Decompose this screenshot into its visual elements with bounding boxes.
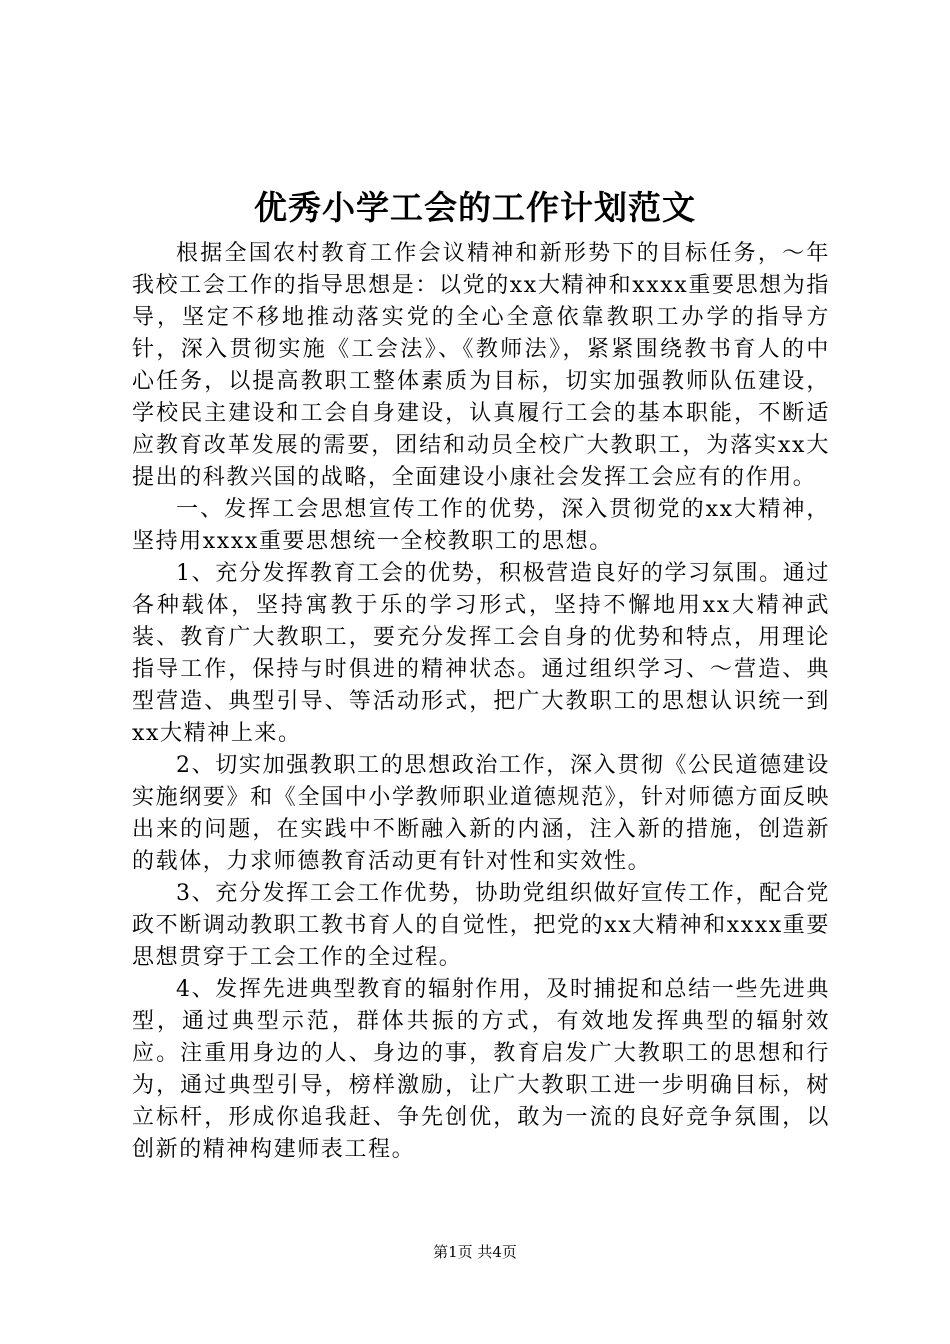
paragraph-section-1-heading: 一、发挥工会思想宣传工作的优势，深入贯彻党的xx大精神，坚持用xxxx重要思想统一全校教职工的思想。 <box>132 497 830 554</box>
document-title: 优秀小学工会的工作计划范文 <box>254 188 696 227</box>
paragraph-intro: 根据全国农村教育工作会议精神和新形势下的目标任务，～年我校工会工作的指导思想是：以党的xx大精神和xxxx重要思想为指导，坚定不移地推动落实党的全心全意依靠教职工办学的指导方针，深入贯彻实施《工会法》、《教师法》，紧紧围绕教书育人的中心任务，以提高教职工整体素质为目标，切实加强教师队伍建设，学校民主建设和工会自身建设，认真履行工会的基本职能，不断适应教育改革发展的需要，团结和动员全校广大教职工，为落实xx大提出的科教兴国的战略，全面建设小康社会发挥工会应有的作用。 <box>132 241 830 490</box>
document-body <box>132 238 830 1166</box>
paragraph-item-1: 1、充分发挥教育工会的优势，积极营造良好的学习氛围。通过各种载体，坚持寓教于乐的学习形式，坚持不懈地用xx大精神武装、教育广大教职工，要充分发挥工会自身的优势和特点，用理论指导工作，保持与时俱进的精神状态。通过组织学习、～营造、典型营造、典型引导、等活动形式，把广大教职工的思想认识统一到xx大精神上来。 <box>132 561 830 746</box>
paragraph-item-2: 2、切实加强教职工的思想政治工作，深入贯彻《公民道德建设实施纲要》和《全国中小学教师职业道德规范》，针对师德方面反映出来的问题，在实践中不断融入新的内涵，注入新的措施，创造新的载体，力求师德教育活动更有针对性和实效性。 <box>132 753 830 874</box>
paragraph-item-3: 3、充分发挥工会工作优势，协助党组织做好宣传工作，配合党政不断调动教职工教书育人的自觉性，把党的xx大精神和xxxx重要思想贯穿于工会工作的全过程。 <box>132 881 830 970</box>
paragraph-item-4: 4、发挥先进典型教育的辐射作用，及时捕捉和总结一些先进典型，通过典型示范，群体共振的方式，有效地发挥典型的辐射效应。注重用身边的人、身边的事，教育启发广大教职工的思想和行为，通过典型引导，榜样激励，让广大教职工进一步明确目标，树立标杆，形成你追我赶、争先创优，敢为一流的良好竞争氛围，以创新的精神构建师表工程。 <box>132 977 830 1162</box>
page-number-footer: 第1页 共4页 <box>433 1243 517 1261</box>
